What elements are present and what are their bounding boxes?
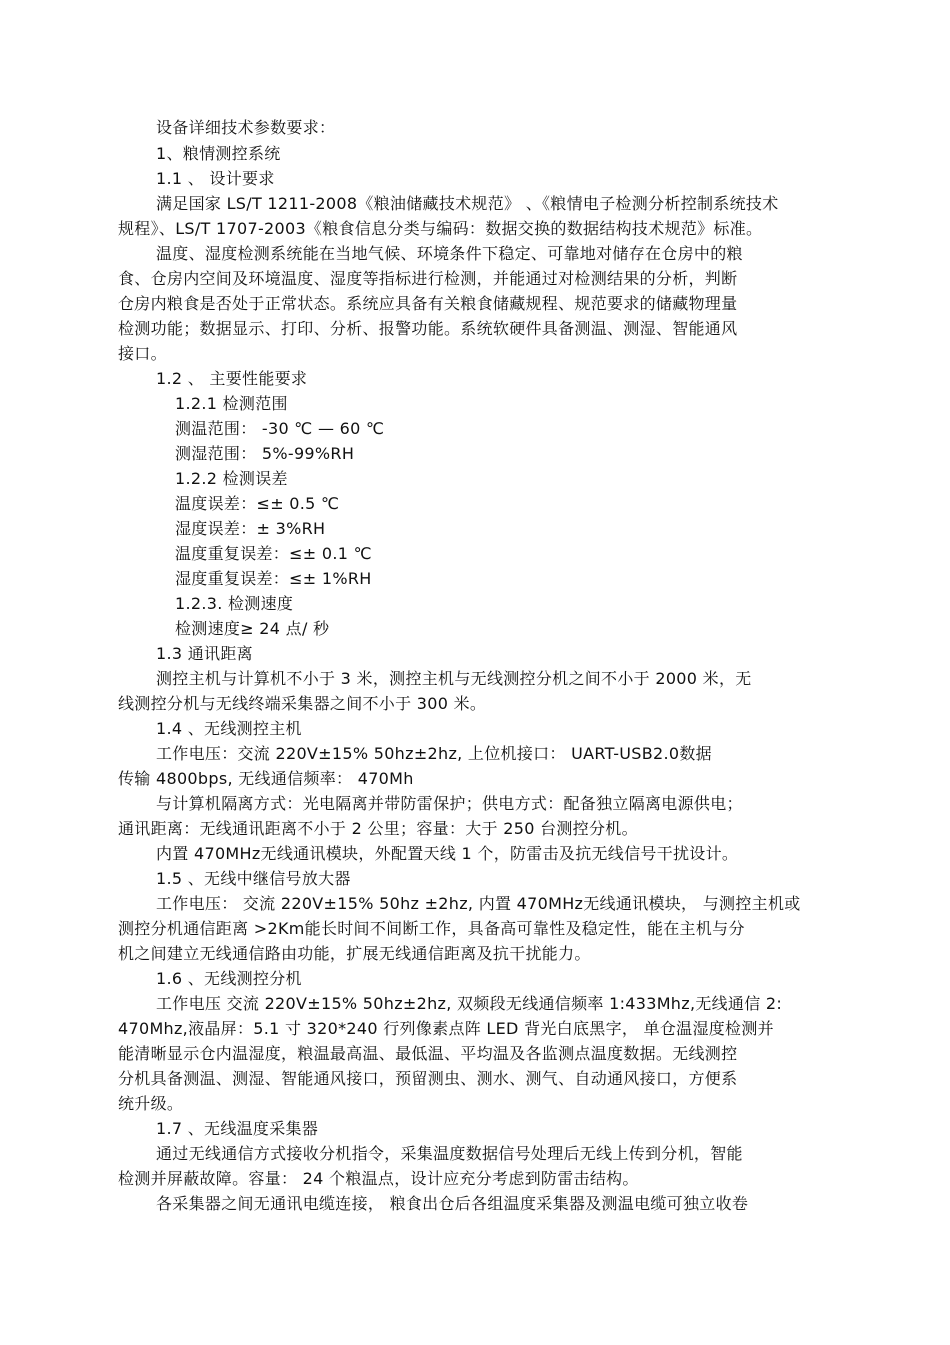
paragraph-line: 测控分机通信距离 >2Km能长时间不间断工作，具备高可靠性及稳定性，能在主机与分 (118, 919, 745, 938)
spec-line: 测温范围： -30 ℃ — 60 ℃ (175, 419, 385, 438)
spec-line: 温度重复误差：≤± 0.1 ℃ (175, 544, 372, 563)
paragraph-line: 仓房内粮食是否处于正常状态。系统应具备有关粮食储藏规程、规范要求的储藏物理量 (118, 294, 738, 313)
spec-line: 测湿范围： 5%-99%RH (175, 444, 355, 463)
paragraph-line: 规程》、LS/T 1707-2003《粮食信息分类与编码：数据交换的数据结构技术规范》标准。 (118, 219, 763, 238)
paragraph-line: 工作电压： 交流 220V±15% 50hz ±2hz, 内置 470MHz无线通讯模块， 与测控主机或 (156, 894, 801, 913)
subsection-heading: 1.2 、 主要性能要求 (156, 369, 308, 388)
paragraph-line: 检测并屏蔽故障。容量： 24 个粮温点，设计应充分考虑到防雷击结构。 (118, 1169, 639, 1188)
paragraph-line: 内置 470MHz无线通讯模块，外配置天线 1 个，防雷击及抗无线信号干扰设计。 (156, 844, 739, 863)
subsection-heading: 1.1 、 设计要求 (156, 169, 275, 188)
subsection-heading: 1.7 、无线温度采集器 (156, 1119, 319, 1138)
paragraph-line: 检测功能；数据显示、打印、分析、报警功能。系统软硬件具备测温、测湿、智能通风 (118, 319, 738, 338)
paragraph-line: 能清晰显示仓内温湿度，粮温最高温、最低温、平均温及各监测点温度数据。无线测控 (118, 1044, 738, 1063)
item-heading: 1.2.3. 检测速度 (175, 594, 294, 613)
item-heading: 1.2.1 检测范围 (175, 394, 288, 413)
paragraph-line: 温度、湿度检测系统能在当地气候、环境条件下稳定、可靠地对储存在仓房中的粮 (156, 244, 743, 263)
paragraph-line: 接口。 (118, 344, 167, 363)
subsection-heading: 1.6 、无线测控分机 (156, 969, 302, 988)
paragraph-line: 各采集器之间无通讯电缆连接， 粮食出仓后各组温度采集器及测温电缆可独立收卷 (156, 1194, 749, 1213)
paragraph-line: 食、仓房内空间及环境温度、湿度等指标进行检测，并能通过对检测结果的分析，判断 (118, 269, 738, 288)
spec-line: 湿度误差：± 3%RH (175, 519, 326, 538)
paragraph-line: 传输 4800bps, 无线通信频率： 470Mh (118, 769, 414, 788)
spec-line: 温度误差：≤± 0.5 ℃ (175, 494, 340, 513)
paragraph-line: 机之间建立无线通信路由功能，扩展无线通信距离及抗干扰能力。 (118, 944, 591, 963)
subsection-heading: 1.4 、无线测控主机 (156, 719, 302, 738)
paragraph-line: 通讯距离：无线通讯距离不小于 2 公里；容量：大于 250 台测控分机。 (118, 819, 638, 838)
spec-line: 湿度重复误差：≤± 1%RH (175, 569, 372, 588)
spec-line: 检测速度≥ 24 点/ 秒 (175, 619, 330, 638)
subsection-heading: 1.3 通讯距离 (156, 644, 253, 663)
section-heading: 1、粮情测控系统 (156, 144, 281, 163)
paragraph-line: 470Mhz,液晶屏：5.1 寸 320*240 行列像素点阵 LED 背光白底黑字， 单仓温湿度检测并 (118, 1019, 774, 1038)
paragraph-line: 线测控分机与无线终端采集器之间不小于 300 米。 (118, 694, 487, 713)
paragraph-line: 分机具备测温、测湿、智能通风接口，预留测虫、测水、测气、自动通风接口，方便系 (118, 1069, 738, 1088)
item-heading: 1.2.2 检测误差 (175, 469, 288, 488)
intro-heading: 设备详细技术参数要求： (156, 118, 336, 137)
subsection-heading: 1.5 、无线中继信号放大器 (156, 869, 351, 888)
paragraph-line: 工作电压：交流 220V±15% 50hz±2hz, 上位机接口： UART-USB2.0数据 (156, 744, 712, 763)
paragraph-line: 统升级。 (118, 1094, 184, 1113)
paragraph-line: 测控主机与计算机不小于 3 米，测控主机与无线测控分机之间不小于 2000 米，无 (156, 669, 752, 688)
paragraph-line: 通过无线通信方式接收分机指令，采集温度数据信号处理后无线上传到分机，智能 (156, 1144, 743, 1163)
paragraph-line: 与计算机隔离方式：光电隔离并带防雷保护；供电方式：配备独立隔离电源供电； (156, 794, 743, 813)
paragraph-line: 工作电压 交流 220V±15% 50hz±2hz, 双频段无线通信频率 1:433Mhz,无线通信 2: (156, 994, 783, 1013)
paragraph-line: 满足国家 LS/T 1211-2008《粮油储藏技术规范》 、《粮情电子检测分析控制系统技术 (156, 194, 779, 213)
